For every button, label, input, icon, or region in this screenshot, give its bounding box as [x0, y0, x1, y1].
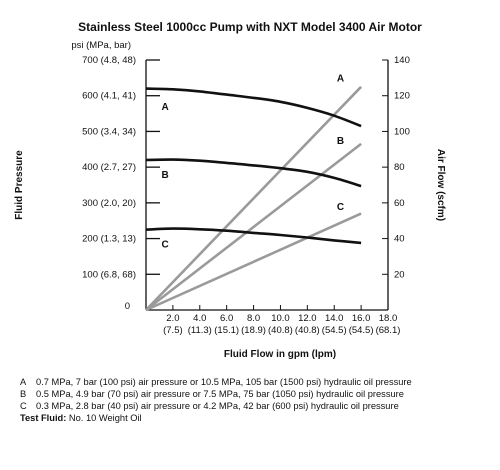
- y-right-tick-label: 40: [394, 233, 405, 245]
- airflow-label-a: A: [336, 73, 345, 85]
- pressure-label-a: A: [161, 102, 169, 113]
- x-tick-sublabel: (40.8): [268, 325, 293, 336]
- legend: [20, 376, 490, 424]
- legend-row: [20, 400, 490, 412]
- legend-key: B: [20, 389, 27, 399]
- y-left-tick-label: 100 (6.8, 68): [82, 269, 136, 281]
- x-tick-label: 12.0: [298, 313, 317, 324]
- plot-area: [82, 55, 410, 336]
- y-right-tick-label: 100: [394, 126, 410, 138]
- pressure-curve-b: [146, 160, 361, 187]
- x-tick-label: 10.0: [271, 313, 290, 324]
- x-tick-label: 6.0: [220, 313, 234, 324]
- legend-text: 0.7 MPa, 7 bar (100 psi) air pressure or 10.5 MPa, 105 bar (1500 psi) hydraulic oil pressure: [36, 377, 412, 387]
- y-left-tick-label: 300 (2.0, 20): [82, 197, 136, 209]
- x-tick-sublabel: (54.5): [321, 325, 347, 336]
- y-left-tick-label: 500 (3.4, 34): [82, 126, 136, 138]
- pressure-label-c: C: [161, 239, 169, 251]
- x-tick-sublabel: (7.5): [163, 325, 183, 336]
- x-tick-label: 18.0: [378, 313, 398, 324]
- y-left-tick-label: 700 (4.8, 48): [82, 55, 136, 66]
- test-fluid-note: [20, 412, 490, 424]
- y-right-axis-label: Air Flow (scfm): [435, 148, 446, 222]
- y-right-tick-label: 20: [394, 269, 405, 281]
- legend-text: 0.3 MPa, 2.8 bar (40 psi) air pressure or 4.2 MPa, 42 bar (600 psi) hydraulic oil pressure: [36, 401, 399, 411]
- y-right-tick-label: 60: [394, 197, 405, 209]
- x-tick-sublabel: (68.1): [375, 325, 401, 336]
- x-tick-sublabel: (40.8): [294, 325, 320, 336]
- airflow-line-a: [146, 87, 361, 310]
- x-tick-label: 14.0: [324, 313, 344, 324]
- legend-text: 0.5 MPa, 4.9 bar (70 psi) air pressure or 7.5 MPa, 75 bar (1050 psi) hydraulic oil pressure: [36, 389, 404, 399]
- legend-items: [20, 376, 490, 412]
- airflow-label-b: B: [336, 135, 345, 147]
- airflow-label-c: C: [336, 202, 345, 213]
- x-axis-label: Fluid Flow in gpm (lpm): [223, 349, 337, 360]
- pressure-curve-c: [146, 229, 361, 243]
- x-tick-sublabel: (11.3): [187, 325, 212, 336]
- test-fluid-label: Test Fluid:: [20, 413, 67, 423]
- y-right-tick-label: 80: [394, 162, 405, 174]
- y-left-tick-label: 400 (2.7, 27): [82, 162, 136, 174]
- x-tick-sublabel: (18.9): [241, 325, 266, 336]
- y-right-tick-label: 120: [394, 90, 410, 102]
- x-tick-label: 16.0: [351, 313, 371, 324]
- y-left-units-label: psi (MPa, bar): [71, 40, 131, 51]
- x-tick-label: 4.0: [193, 313, 207, 324]
- chart-title: Stainless Steel 1000cc Pump with NXT Model 3400 Air Motor: [78, 20, 422, 34]
- legend-row: [20, 388, 490, 400]
- legend-row: [20, 376, 490, 388]
- x-tick-sublabel: (54.5): [348, 325, 374, 336]
- y-left-tick-label: 0: [124, 301, 130, 312]
- x-tick-label: 8.0: [246, 313, 261, 324]
- y-left-tick-label: 200 (1.3, 13): [82, 233, 136, 245]
- y-left-tick-label: 600 (4.1, 41): [82, 90, 136, 102]
- legend-key: C: [20, 401, 27, 411]
- x-tick-label: 2.0: [166, 313, 180, 324]
- test-fluid-value: No. 10 Weight Oil: [68, 413, 142, 423]
- pressure-label-b: B: [161, 169, 169, 181]
- legend-key: A: [20, 377, 27, 387]
- x-tick-sublabel: (15.1): [214, 325, 240, 336]
- y-right-tick-label: 140: [394, 55, 410, 66]
- y-left-axis-label: Fluid Pressure: [14, 150, 25, 220]
